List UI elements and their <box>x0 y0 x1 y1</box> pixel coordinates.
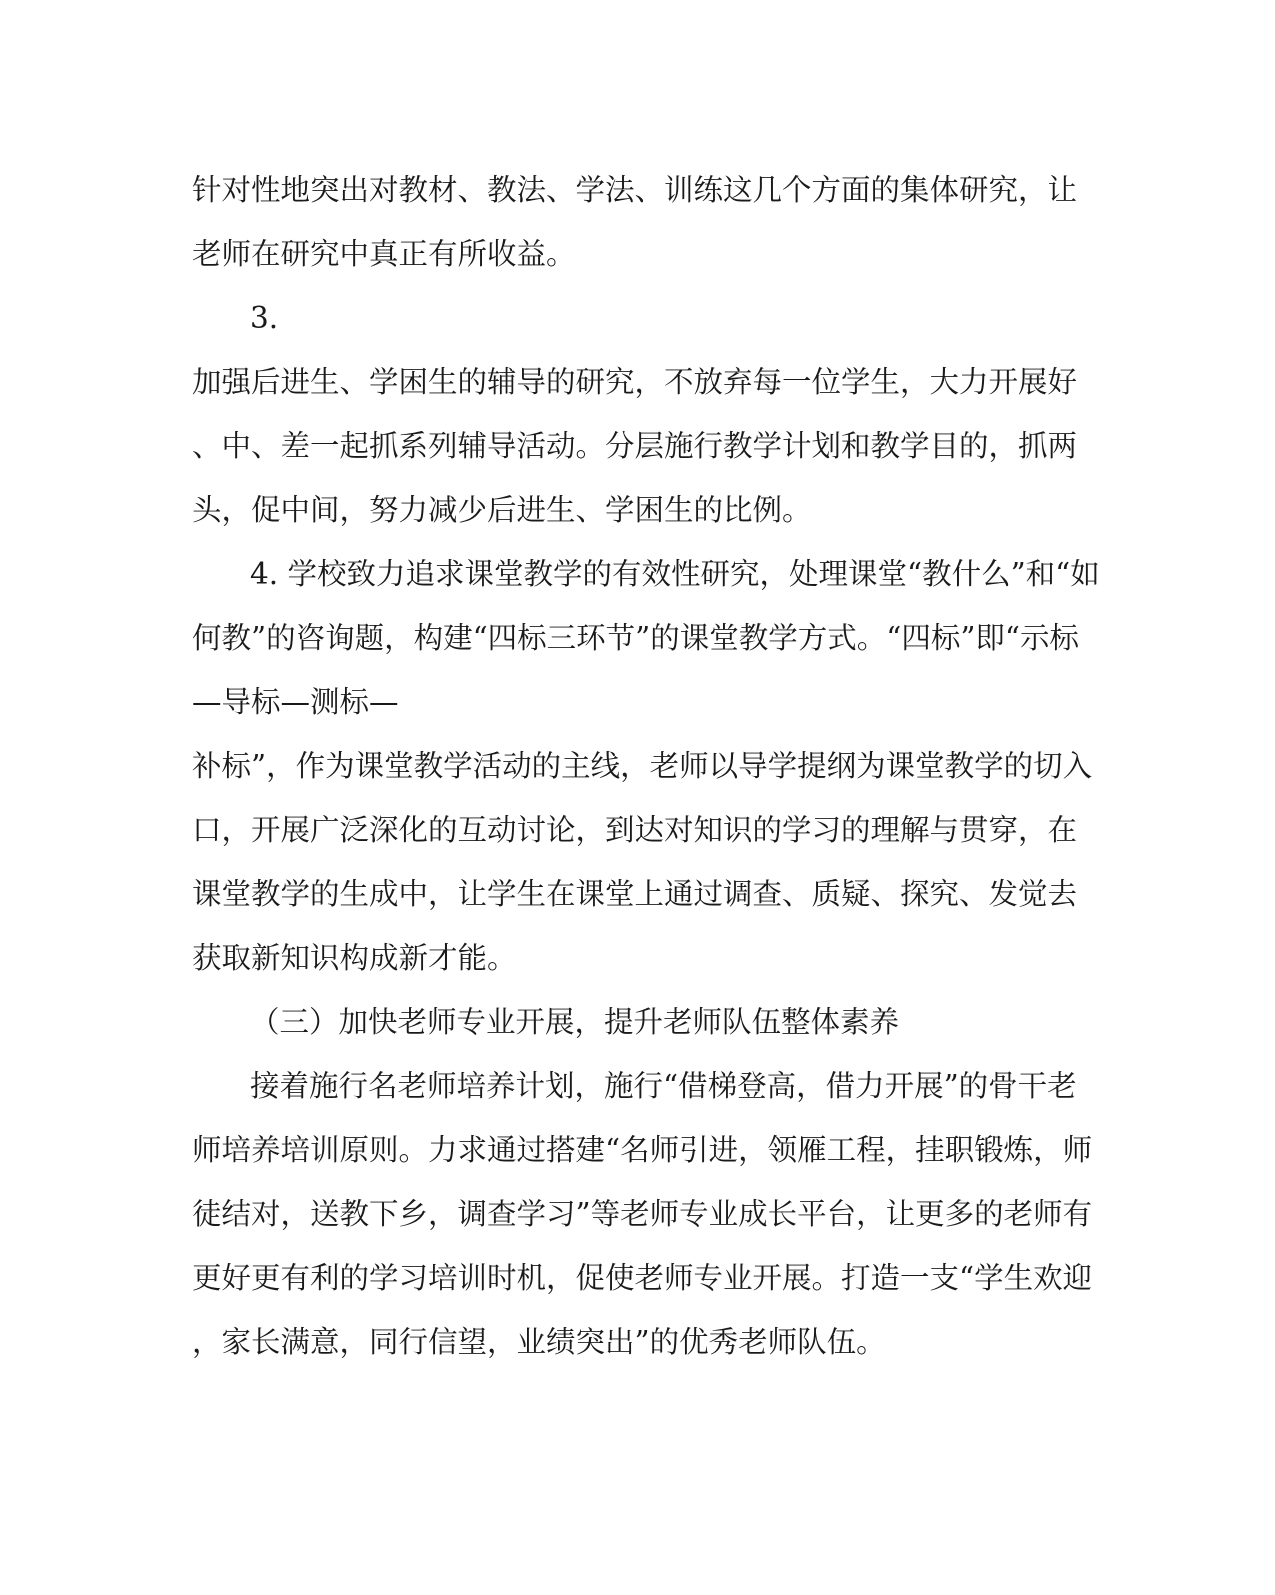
text-line: 更好更有利的学习培训时机，促使老师专业开展。打造一支“学生欢迎 <box>192 1261 1093 1295</box>
text-line: 针对性地突出对教材、教法、学法、训练这几个方面的集体研究，让 <box>192 173 1078 207</box>
text-line: 课堂教学的生成中，让学生在课堂上通过调查、质疑、探究、发觉去 <box>192 877 1078 911</box>
list-number: 3. <box>250 301 279 335</box>
text-line: —导标—测标— <box>192 685 399 719</box>
text-line: 补标”，作为课堂教学活动的主线，老师以导学提纲为课堂教学的切入 <box>192 749 1093 783</box>
text-line: 加强后进生、学困生的辅导的研究，不放弃每一位学生，大力开展好 <box>192 365 1078 399</box>
text-line: 4. 学校致力追求课堂教学的有效性研究，处理课堂“教什么”和“如 <box>250 557 1100 591</box>
text-line: 师培养培训原则。力求通过搭建“名师引进，领雁工程，挂职锻炼，师 <box>192 1133 1093 1167</box>
text-line: 头，促中间，努力减少后进生、学困生的比例。 <box>192 493 812 527</box>
text-line: 徒结对，送教下乡，调查学习”等老师专业成长平台，让更多的老师有 <box>192 1197 1093 1231</box>
text-line: 接着施行名老师培养计划，施行“借梯登高，借力开展”的骨干老 <box>250 1069 1077 1103</box>
text-line: ，家长满意，同行信望，业绩突出”的优秀老师队伍。 <box>192 1325 886 1359</box>
text-line: 何教”的咨询题，构建“四标三环节”的课堂教学方式。“四标”即“示标 <box>192 621 1079 655</box>
section-heading: （三）加快老师专业开展，提升老师队伍整体素养 <box>250 1005 900 1039</box>
text-line: 老师在研究中真正有所收益。 <box>192 237 576 271</box>
text-line: 、中、差一起抓系列辅导活动。分层施行教学计划和教学目的，抓两 <box>192 429 1078 463</box>
text-line: 口，开展广泛深化的互动讨论，到达对知识的学习的理解与贯穿，在 <box>192 813 1078 847</box>
text-line: 获取新知识构成新才能。 <box>192 941 517 975</box>
